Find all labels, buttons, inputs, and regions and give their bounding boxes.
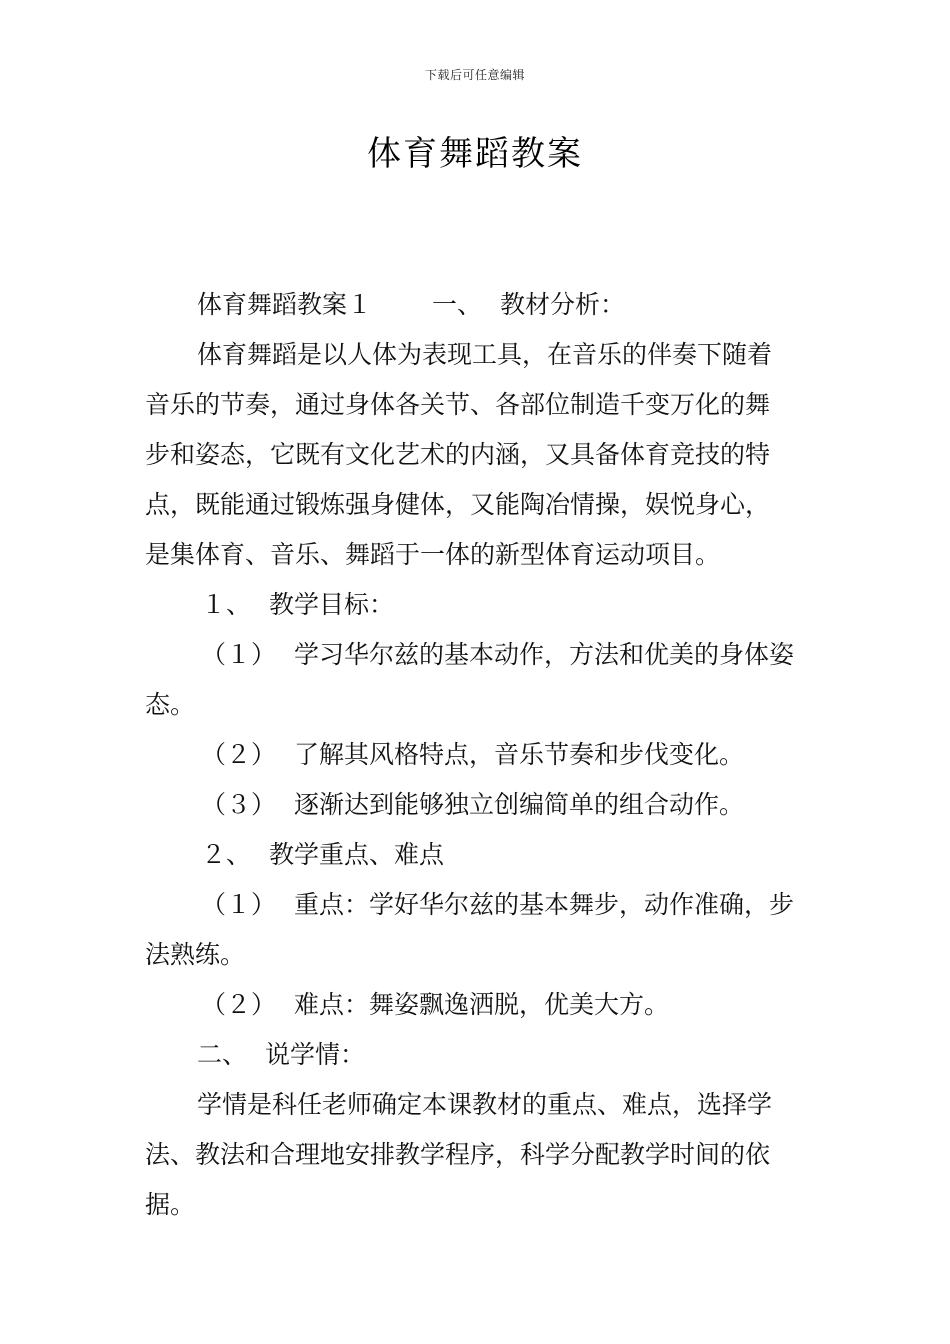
subsection-title: 教学重点、难点 <box>269 840 445 869</box>
list-item-number: （２） <box>201 990 277 1019</box>
section-number: 二、 <box>197 1040 248 1069</box>
list-item-continuation: 态。 <box>145 690 196 719</box>
list-item <box>145 630 807 680</box>
header-note: 下载后可任意编辑 <box>424 68 525 82</box>
list-item <box>145 880 807 930</box>
paragraph-line: 步和姿态，它既有文化艺术的内涵，又具备体育竞技的特 <box>145 440 771 469</box>
paragraph-line: 法、教法和合理地安排教学程序，科学分配教学时间的依 <box>145 1140 771 1169</box>
list-item-continuation: 法熟练。 <box>145 940 246 969</box>
list-item-number: （３） <box>201 790 277 819</box>
list-item-number: （１） <box>201 640 277 669</box>
paragraph-line: 点，既能通过锻炼强身健体，又能陶冶情操，娱悦身心， <box>145 490 771 519</box>
paragraph-line: 学情是科任老师确定本课教材的重点、难点，选择学 <box>197 1090 773 1119</box>
section-title: 教材分析： <box>500 290 626 319</box>
list-item-text: 逐渐达到能够独立创编简单的组合动作。 <box>294 790 745 819</box>
section-title: 说学情： <box>265 1040 366 1069</box>
paragraph-line: 体育舞蹈是以人体为表现工具，在音乐的伴奏下随着 <box>197 340 773 369</box>
paragraph-line: 据。 <box>145 1190 196 1219</box>
section-heading-line <box>145 280 807 330</box>
subsection-heading <box>145 580 807 630</box>
document-body <box>145 280 807 1230</box>
list-item <box>145 730 807 780</box>
list-item-text: 了解其风格特点，音乐节奏和步伐变化。 <box>294 740 745 769</box>
document-title: 体育舞蹈教案 <box>367 134 583 174</box>
section-number: 一、 <box>432 290 483 319</box>
paragraph-line: 音乐的节奏，通过身体各关节、各部位制造千变万化的舞 <box>145 390 771 419</box>
list-item <box>145 780 807 830</box>
list-item-text: 重点：学好华尔兹的基本舞步，动作准确，步 <box>294 890 795 919</box>
list-item-text: 学习华尔兹的基本动作，方法和优美的身体姿 <box>294 640 795 669</box>
list-item <box>145 980 807 1030</box>
subsection-number: １、 <box>201 590 252 619</box>
subsection-title: 教学目标： <box>269 590 395 619</box>
list-item-number: （１） <box>201 890 277 919</box>
section-heading <box>145 1030 807 1080</box>
subsection-heading <box>145 830 807 880</box>
list-item-text: 难点：舞姿飘逸洒脱，优美大方。 <box>294 990 670 1019</box>
list-item-number: （２） <box>201 740 277 769</box>
lesson-plan-label: 体育舞蹈教案１ <box>197 290 373 319</box>
paragraph-line: 是集体育、音乐、舞蹈于一体的新型体育运动项目。 <box>145 540 721 569</box>
subsection-number: ２、 <box>201 840 252 869</box>
